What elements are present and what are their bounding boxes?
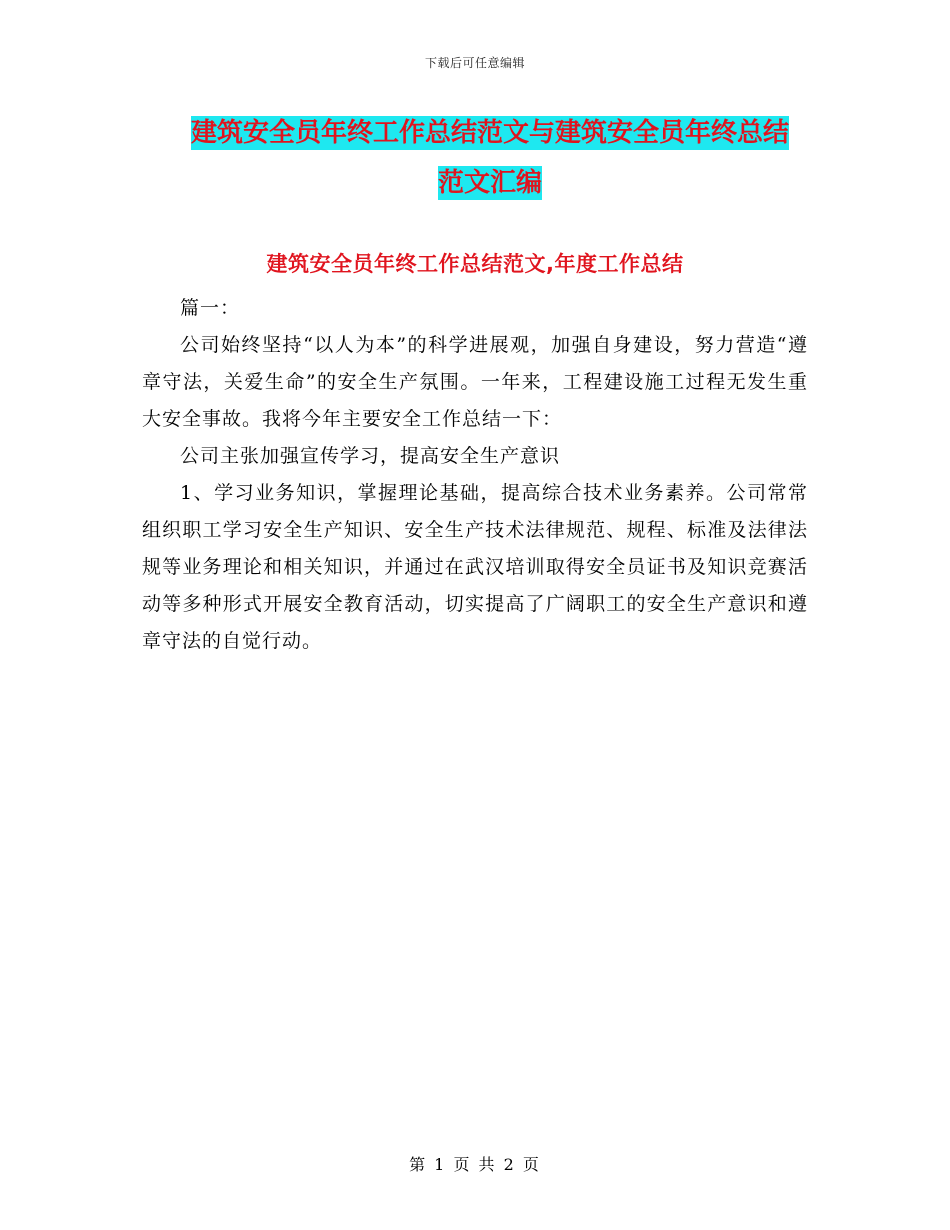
title-line-2: 范文汇编 bbox=[437, 168, 542, 198]
title-line-1: 建筑安全员年终工作总结范文与建筑安全员年终总结 bbox=[190, 118, 789, 148]
header-note: 下载后可任意编辑 bbox=[424, 56, 525, 70]
paragraph: 1、学习业务知识，掌握理论基础，提高综合技术业务素养。公司常常组织职工学习安全生产知识、安全生产技术法律规范、规程、标准及法律法规等业务理论和相关知识，并通过在武汉培训取得安全员证书及知识竞赛活动等多种形式开展安全教育活动，切实提高了广阔职工的安全生产意识和遵章守法的自觉行动。 bbox=[142, 482, 808, 652]
paragraph: 公司主张加强宣传学习，提高安全生产意识 bbox=[180, 445, 561, 467]
document-title bbox=[140, 108, 840, 208]
paragraph: 篇一： bbox=[180, 297, 241, 319]
section-subtitle: 建筑安全员年终工作总结范文,年度工作总结 bbox=[266, 252, 684, 276]
page-number: 第 1 页 共 2 页 bbox=[409, 1155, 541, 1174]
document-body bbox=[142, 290, 808, 660]
paragraph: 公司始终坚持“以人为本”的科学进展观，加强自身建设，努力营造“遵章守法，关爱生命”的安全生产氛围。一年来，工程建设施工过程无发生重大安全事故。我将今年主要安全工作总结一下： bbox=[142, 334, 808, 430]
